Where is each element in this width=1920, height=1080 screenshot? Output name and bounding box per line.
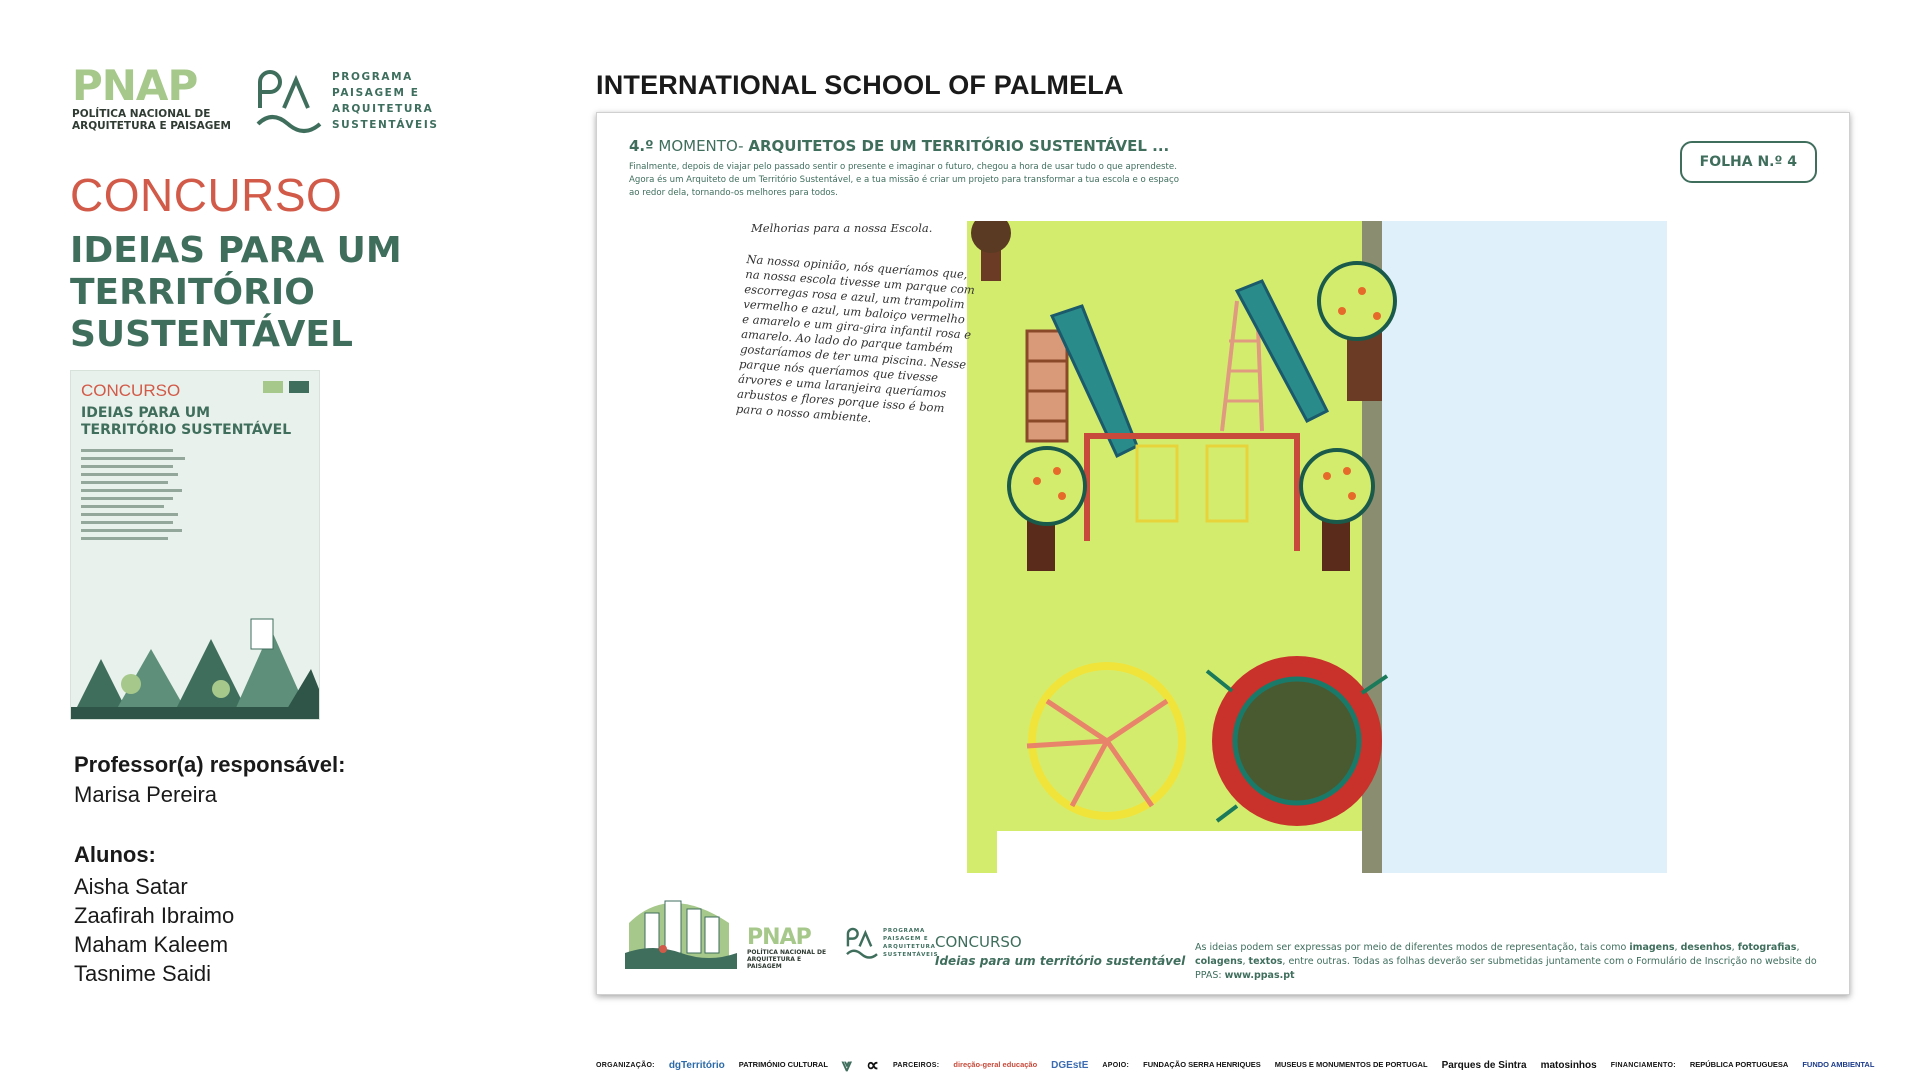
handwritten-description [735, 221, 977, 426]
footer-ppas-line: ARQUITETURA [883, 944, 936, 950]
sponsor-dgterritorio-logo: dgTerritório [668, 1059, 725, 1071]
student-drawing [967, 221, 1747, 873]
poster-landscape-illustration [71, 589, 320, 719]
sponsors-strip [596, 1050, 1875, 1080]
footer-ppas-mark-icon [845, 927, 879, 959]
sponsor-label-organizacao: ORGANIZAÇÃO: [596, 1061, 655, 1069]
ppas-line-1: PROGRAMA [332, 71, 413, 83]
footer-note-keyword: desenhos [1680, 942, 1732, 953]
contest-title-line-3: SUSTENTÁVEL [70, 314, 353, 355]
footer-contest-label [935, 933, 1185, 968]
poster-title: IDEIAS PARA UM TERRITÓRIO SUSTENTÁVEL [81, 405, 292, 438]
pnap-logo-subtitle: POLÍTICA NACIONAL DE ARQUITETURA E PAISAGEM [72, 108, 231, 132]
school-name: INTERNATIONAL SCHOOL OF PALMELA [596, 70, 1124, 100]
sponsor-dgeste-logo: DGEstE [1051, 1059, 1089, 1071]
students-list [74, 872, 234, 988]
ppas-logo [254, 68, 439, 134]
student-item: Tasnime Saidi [74, 961, 211, 986]
poster-mini-logos [263, 381, 309, 393]
pnap-logo-word: PNAP [72, 61, 198, 110]
contest-poster-thumbnail [70, 370, 320, 720]
footer-pnap-subtitle: POLÍTICA NACIONAL DE ARQUITETURA E PAISAGEM [747, 949, 827, 970]
moment-number: 4.º [629, 137, 654, 155]
students-label: Alunos: [74, 842, 156, 867]
drawing-pool-water [1382, 221, 1667, 873]
sponsor-label-apoio: APOIO: [1102, 1061, 1130, 1069]
worksheet-header [629, 137, 1189, 200]
footer-ppas-text [883, 927, 938, 959]
sponsor-fundo-logo: FUNDO AMBIENTAL [1802, 1060, 1875, 1069]
ppas-line-3: ARQUITETURA [332, 103, 434, 115]
footer-ppas-logo [845, 927, 938, 959]
footer-note-keyword: imagens [1629, 942, 1675, 953]
contest-title-line-2: TERRITÓRIO [70, 272, 315, 313]
footer-note-keyword: fotografias [1737, 942, 1797, 953]
header-logos [72, 61, 472, 144]
footer-ppas-line: PAISAGEM E [883, 936, 929, 942]
sponsor-museus-logo: MUSEUS E MONUMENTOS DE PORTUGAL [1274, 1060, 1428, 1069]
student-item: Maham Kaleem [74, 932, 229, 957]
footer-note-keyword: textos [1248, 956, 1283, 967]
poster-ppas-mark [289, 381, 309, 393]
sponsor-fundacao-logo: FUNDAÇÃO SERRA HENRIQUES [1143, 1060, 1261, 1069]
moment-title: ARQUITETOS DE UM TERRITÓRIO SUSTENTÁVEL ... [748, 137, 1170, 155]
footer-note-keyword: colagens [1195, 956, 1243, 967]
sponsor-label-financiamento: FINANCIAMENTO: [1610, 1061, 1676, 1069]
student-item: Aisha Satar [74, 874, 188, 899]
sheet-number-badge: FOLHA N.º 4 [1680, 141, 1817, 183]
poster-body-text [81, 449, 311, 545]
professor-label: Professor(a) responsável: [74, 752, 346, 777]
footer-note: As ideias podem ser expressas por meio de diferentes modos de representação, tais como imagens, desenhos, fotografias, colagens, textos, entre outras. Todas as folhas deverão ser submetidas juntamente com o Formulário de Inscrição no website do PPAS: www.ppas.pt [1195, 942, 1817, 981]
worksheet-footer [625, 883, 1825, 981]
sponsor-educacao-logo: direção-geral educação [953, 1060, 1038, 1069]
moment-heading [629, 137, 1189, 155]
footer-pnap-logo [747, 927, 837, 970]
ppas-logo-text [332, 69, 439, 133]
sponsor-republica-logo: REPÚBLICA PORTUGUESA [1689, 1060, 1789, 1069]
footer-note-url: www.ppas.pt [1224, 970, 1295, 981]
footer-note-text: entre outras. Todas as folhas deverão ser submetidas juntamente com o Formulário de Inscrição no website do PPAS: [1195, 956, 1817, 981]
footer-note-text: As ideias podem ser expressas por meio de diferentes modos de representação, tais como [1195, 942, 1630, 953]
footer-ppas-line: PROGRAMA [883, 928, 926, 934]
ppas-mark-icon [254, 68, 324, 134]
footer-pnap-word: PNAP [747, 925, 811, 950]
contest-title-line-1: IDEIAS PARA UM [70, 230, 402, 271]
handwritten-body: Na nossa opinião, nós queríamos que, na nossa escola tivesse um parque com escorregas rosa e azul, um trampolim vermelho e azul, um baloiço vermelho e amarelo e um gira-gira infantil rosa e amarelo. Ao lado do parque também gostaríamos de ter uma piscina. Nesse parque nós queríamos que tivesse árvores e uma laranjeira queríamos arbustos e flores porque isso é bom para o nosso ambiente. [735, 252, 976, 426]
footer-concurso: CONCURSO [935, 933, 1022, 951]
pnap-logo [72, 61, 242, 132]
footer-concurso-subtitle: Ideias para um território sustentável [935, 954, 1186, 968]
moment-label: MOMENTO- [658, 137, 744, 155]
handwritten-title: Melhorias para a nossa Escola. [751, 221, 933, 235]
sponsor-matosinhos-logo: matosinhos [1540, 1059, 1597, 1071]
sponsor-ribbon-icon: ⩔ [841, 1054, 853, 1075]
poster-pnap-mark [263, 381, 283, 393]
footer-city-illustration [625, 883, 737, 969]
professor-name: Marisa Pereira [74, 782, 218, 807]
ppas-line-2: PAISAGEM E [332, 87, 420, 99]
student-item: Zaafirah Ibraimo [74, 903, 235, 928]
footer-ppas-line: SUSTENTÁVEIS [883, 952, 939, 958]
contest-title [70, 230, 430, 356]
sponsor-parques-logo: Parques de Sintra [1441, 1059, 1527, 1071]
sponsor-patrimonio-logo: PATRIMÓNIO CULTURAL [738, 1060, 828, 1069]
worksheet [596, 112, 1850, 995]
sponsor-oa-icon: ∝ [866, 1054, 879, 1075]
moment-intro: Finalmente, depois de viajar pelo passado sentir o presente e imaginar o futuro, chegou a hora de usar tudo o que aprendeste. Agora és um Arquiteto de um Território Sustentável, e a tua missão é criar um projeto para transformar a tua escola e o espaço ao redor dela, tornando-os melhores para todos. [629, 162, 1179, 198]
contest-label: CONCURSO [70, 169, 343, 221]
poster-label: CONCURSO [81, 381, 181, 400]
ppas-line-4: SUSTENTÁVEIS [332, 119, 439, 131]
sponsor-label-parceiros: PARCEIROS: [892, 1061, 940, 1069]
